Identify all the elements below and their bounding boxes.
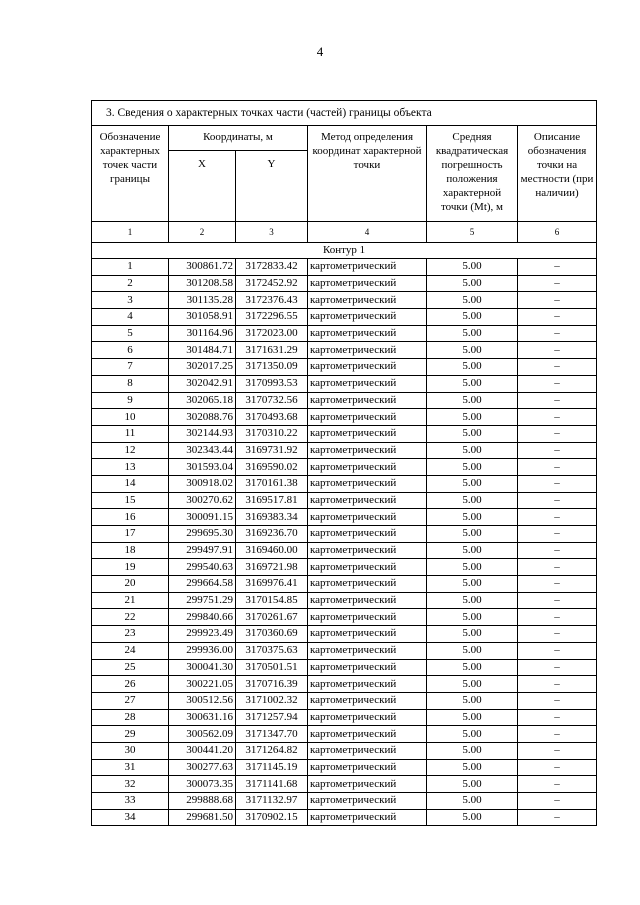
description: – [518, 659, 597, 676]
header-row-1 [92, 126, 597, 151]
coordinate-x: 302088.76 [169, 409, 236, 426]
coordinate-x: 300631.16 [169, 709, 236, 726]
contour-row [92, 243, 597, 259]
coordinate-x: 299681.50 [169, 809, 236, 826]
point-number: 19 [92, 559, 169, 576]
contour-label: Контур 1 [92, 243, 597, 259]
point-number: 32 [92, 776, 169, 793]
description: – [518, 676, 597, 693]
description: – [518, 359, 597, 376]
column-number: 3 [236, 222, 308, 243]
error-value: 5.00 [427, 459, 518, 476]
method: картометрический [308, 659, 427, 676]
method: картометрический [308, 759, 427, 776]
coordinate-y: 3171145.19 [236, 759, 308, 776]
coordinate-y: 3171132.97 [236, 793, 308, 810]
table-row [92, 659, 597, 676]
coordinate-x: 300073.35 [169, 776, 236, 793]
coordinate-y: 3172833.42 [236, 259, 308, 276]
column-number: 1 [92, 222, 169, 243]
coordinate-y: 3169236.70 [236, 526, 308, 543]
coordinate-y: 3172023.00 [236, 325, 308, 342]
coordinate-x: 301593.04 [169, 459, 236, 476]
error-value: 5.00 [427, 576, 518, 593]
description: – [518, 442, 597, 459]
description: – [518, 259, 597, 276]
coordinate-x: 301208.58 [169, 275, 236, 292]
description: – [518, 709, 597, 726]
error-value: 5.00 [427, 325, 518, 342]
point-number: 31 [92, 759, 169, 776]
point-number: 23 [92, 626, 169, 643]
description: – [518, 492, 597, 509]
table-row [92, 676, 597, 693]
coordinate-y: 3169590.02 [236, 459, 308, 476]
error-value: 5.00 [427, 475, 518, 492]
header-y: Y [236, 151, 308, 222]
method: картометрический [308, 576, 427, 593]
coordinate-x: 300091.15 [169, 509, 236, 526]
point-number: 25 [92, 659, 169, 676]
header-coordinates: Координаты, м [169, 126, 308, 151]
error-value: 5.00 [427, 559, 518, 576]
coordinate-x: 300270.62 [169, 492, 236, 509]
point-number: 26 [92, 676, 169, 693]
table-row [92, 809, 597, 826]
coordinate-x: 302065.18 [169, 392, 236, 409]
method: картометрический [308, 676, 427, 693]
error-value: 5.00 [427, 609, 518, 626]
method: картометрический [308, 559, 427, 576]
error-value: 5.00 [427, 793, 518, 810]
coordinate-y: 3170493.68 [236, 409, 308, 426]
coordinate-x: 302042.91 [169, 375, 236, 392]
coordinate-x: 299497.91 [169, 542, 236, 559]
table-row [92, 425, 597, 442]
coordinate-y: 3169731.92 [236, 442, 308, 459]
column-number: 6 [518, 222, 597, 243]
point-number: 27 [92, 692, 169, 709]
point-number: 10 [92, 409, 169, 426]
point-number: 6 [92, 342, 169, 359]
error-value: 5.00 [427, 709, 518, 726]
description: – [518, 809, 597, 826]
coordinate-x: 299923.49 [169, 626, 236, 643]
error-value: 5.00 [427, 342, 518, 359]
point-number: 7 [92, 359, 169, 376]
coordinate-y: 3170716.39 [236, 676, 308, 693]
error-value: 5.00 [427, 742, 518, 759]
description: – [518, 592, 597, 609]
method: картометрический [308, 742, 427, 759]
table-row [92, 526, 597, 543]
method: картометрический [308, 309, 427, 326]
method: картометрический [308, 809, 427, 826]
table-row [92, 793, 597, 810]
table-body [92, 101, 597, 826]
error-value: 5.00 [427, 492, 518, 509]
coordinate-y: 3170902.15 [236, 809, 308, 826]
description: – [518, 275, 597, 292]
description: – [518, 509, 597, 526]
coordinate-x: 299695.30 [169, 526, 236, 543]
method: картометрический [308, 692, 427, 709]
point-number: 33 [92, 793, 169, 810]
coordinate-y: 3170261.67 [236, 609, 308, 626]
table-row [92, 726, 597, 743]
error-value: 5.00 [427, 526, 518, 543]
error-value: 5.00 [427, 592, 518, 609]
table-row [92, 475, 597, 492]
description: – [518, 292, 597, 309]
description: – [518, 759, 597, 776]
coordinate-x: 301135.28 [169, 292, 236, 309]
error-value: 5.00 [427, 759, 518, 776]
coordinate-x: 300562.09 [169, 726, 236, 743]
point-number: 29 [92, 726, 169, 743]
coordinate-y: 3171002.32 [236, 692, 308, 709]
point-number: 30 [92, 742, 169, 759]
method: картометрический [308, 275, 427, 292]
header-x: X [169, 151, 236, 222]
coordinate-y: 3169517.81 [236, 492, 308, 509]
section-row [92, 101, 597, 126]
description: – [518, 342, 597, 359]
table-row [92, 492, 597, 509]
description: – [518, 776, 597, 793]
table-row [92, 259, 597, 276]
table-row [92, 576, 597, 593]
method: картометрический [308, 542, 427, 559]
point-number: 2 [92, 275, 169, 292]
description: – [518, 626, 597, 643]
coordinate-y: 3170310.22 [236, 425, 308, 442]
error-value: 5.00 [427, 642, 518, 659]
method: картометрический [308, 409, 427, 426]
method: картометрический [308, 492, 427, 509]
table-row [92, 275, 597, 292]
header-method: Метод определения координат характерной точки [308, 126, 427, 222]
method: картометрический [308, 526, 427, 543]
coordinate-x: 299540.63 [169, 559, 236, 576]
coordinate-y: 3172452.92 [236, 275, 308, 292]
page-number: 4 [316, 44, 324, 59]
coordinate-y: 3170375.63 [236, 642, 308, 659]
point-number: 14 [92, 475, 169, 492]
method: картометрический [308, 425, 427, 442]
coordinate-y: 3171631.29 [236, 342, 308, 359]
section-title: 3. Сведения о характерных точках части (частей) границы объекта [92, 101, 597, 126]
point-number: 18 [92, 542, 169, 559]
table-row [92, 626, 597, 643]
table-row [92, 375, 597, 392]
error-value: 5.00 [427, 676, 518, 693]
table-row [92, 409, 597, 426]
coordinate-y: 3169383.34 [236, 509, 308, 526]
table-row [92, 759, 597, 776]
boundary-points-table [91, 100, 597, 826]
method: картометрический [308, 325, 427, 342]
error-value: 5.00 [427, 359, 518, 376]
coordinate-x: 299936.00 [169, 642, 236, 659]
coordinate-y: 3171350.09 [236, 359, 308, 376]
error-value: 5.00 [427, 776, 518, 793]
error-value: 5.00 [427, 375, 518, 392]
header-point-label: Обозначение характерных точек части границы [92, 126, 169, 222]
coordinate-x: 300512.56 [169, 692, 236, 709]
point-number: 24 [92, 642, 169, 659]
coordinate-y: 3172296.55 [236, 309, 308, 326]
coordinate-x: 299840.66 [169, 609, 236, 626]
table-row [92, 776, 597, 793]
column-number: 2 [169, 222, 236, 243]
table-row [92, 442, 597, 459]
method: картометрический [308, 442, 427, 459]
method: картометрический [308, 776, 427, 793]
coordinate-y: 3171264.82 [236, 742, 308, 759]
table-row [92, 592, 597, 609]
error-value: 5.00 [427, 409, 518, 426]
method: картометрический [308, 726, 427, 743]
coordinate-y: 3170154.85 [236, 592, 308, 609]
table-row [92, 642, 597, 659]
table-row [92, 542, 597, 559]
coordinate-y: 3170161.38 [236, 475, 308, 492]
table-row [92, 509, 597, 526]
point-number: 5 [92, 325, 169, 342]
point-number: 15 [92, 492, 169, 509]
point-number: 12 [92, 442, 169, 459]
method: картометрический [308, 375, 427, 392]
coordinate-y: 3171141.68 [236, 776, 308, 793]
description: – [518, 309, 597, 326]
point-number: 28 [92, 709, 169, 726]
description: – [518, 392, 597, 409]
coordinate-y: 3172376.43 [236, 292, 308, 309]
error-value: 5.00 [427, 726, 518, 743]
point-number: 8 [92, 375, 169, 392]
method: картометрический [308, 609, 427, 626]
table-row [92, 392, 597, 409]
method: картометрический [308, 459, 427, 476]
error-value: 5.00 [427, 542, 518, 559]
coordinate-y: 3169976.41 [236, 576, 308, 593]
error-value: 5.00 [427, 259, 518, 276]
point-number: 11 [92, 425, 169, 442]
point-number: 16 [92, 509, 169, 526]
description: – [518, 375, 597, 392]
method: картометрический [308, 259, 427, 276]
method: картометрический [308, 709, 427, 726]
error-value: 5.00 [427, 692, 518, 709]
error-value: 5.00 [427, 659, 518, 676]
point-number: 34 [92, 809, 169, 826]
error-value: 5.00 [427, 626, 518, 643]
description: – [518, 642, 597, 659]
description: – [518, 542, 597, 559]
coordinate-y: 3170993.53 [236, 375, 308, 392]
description: – [518, 475, 597, 492]
coordinate-x: 299664.58 [169, 576, 236, 593]
coordinate-x: 301484.71 [169, 342, 236, 359]
error-value: 5.00 [427, 509, 518, 526]
table-row [92, 709, 597, 726]
method: картометрический [308, 626, 427, 643]
error-value: 5.00 [427, 275, 518, 292]
description: – [518, 325, 597, 342]
header-description: Описание обозначения точки на местности (при наличии) [518, 126, 597, 222]
error-value: 5.00 [427, 392, 518, 409]
coordinate-y: 3169721.98 [236, 559, 308, 576]
description: – [518, 459, 597, 476]
point-number: 22 [92, 609, 169, 626]
description: – [518, 742, 597, 759]
method: картометрический [308, 475, 427, 492]
description: – [518, 726, 597, 743]
table-row [92, 325, 597, 342]
coordinate-y: 3171257.94 [236, 709, 308, 726]
error-value: 5.00 [427, 309, 518, 326]
description: – [518, 526, 597, 543]
coordinate-x: 301164.96 [169, 325, 236, 342]
point-number: 9 [92, 392, 169, 409]
point-number: 21 [92, 592, 169, 609]
description: – [518, 609, 597, 626]
coordinate-x: 299751.29 [169, 592, 236, 609]
coordinate-x: 300918.02 [169, 475, 236, 492]
method: картометрический [308, 359, 427, 376]
point-number: 13 [92, 459, 169, 476]
description: – [518, 425, 597, 442]
coordinate-x: 302017.25 [169, 359, 236, 376]
column-number: 5 [427, 222, 518, 243]
table-row [92, 692, 597, 709]
point-number: 3 [92, 292, 169, 309]
description: – [518, 576, 597, 593]
method: картометрический [308, 793, 427, 810]
coordinate-x: 299888.68 [169, 793, 236, 810]
error-value: 5.00 [427, 292, 518, 309]
point-number: 17 [92, 526, 169, 543]
error-value: 5.00 [427, 425, 518, 442]
point-number: 1 [92, 259, 169, 276]
coordinate-y: 3170732.56 [236, 392, 308, 409]
table-row [92, 459, 597, 476]
coordinate-y: 3171347.70 [236, 726, 308, 743]
coordinate-x: 301058.91 [169, 309, 236, 326]
table-row [92, 342, 597, 359]
coordinate-x: 300277.63 [169, 759, 236, 776]
table-row [92, 559, 597, 576]
coordinate-x: 302144.93 [169, 425, 236, 442]
error-value: 5.00 [427, 442, 518, 459]
header-error: Средняя квадратическая погрешность положения характерной точки (Mt), м [427, 126, 518, 222]
description: – [518, 692, 597, 709]
method: картометрический [308, 509, 427, 526]
table-row [92, 309, 597, 326]
coordinate-x: 300221.05 [169, 676, 236, 693]
point-number: 4 [92, 309, 169, 326]
table-row [92, 609, 597, 626]
method: картометрический [308, 642, 427, 659]
method: картометрический [308, 292, 427, 309]
method: картометрический [308, 392, 427, 409]
coordinate-x: 300441.20 [169, 742, 236, 759]
description: – [518, 793, 597, 810]
column-number-row [92, 222, 597, 243]
description: – [518, 409, 597, 426]
coordinate-x: 300861.72 [169, 259, 236, 276]
coordinate-x: 300041.30 [169, 659, 236, 676]
coordinate-y: 3169460.00 [236, 542, 308, 559]
method: картометрический [308, 342, 427, 359]
coordinate-x: 302343.44 [169, 442, 236, 459]
coordinate-y: 3170360.69 [236, 626, 308, 643]
coordinate-y: 3170501.51 [236, 659, 308, 676]
point-number: 20 [92, 576, 169, 593]
error-value: 5.00 [427, 809, 518, 826]
column-number: 4 [308, 222, 427, 243]
description: – [518, 559, 597, 576]
table-row [92, 292, 597, 309]
table-row [92, 359, 597, 376]
table-row [92, 742, 597, 759]
method: картометрический [308, 592, 427, 609]
